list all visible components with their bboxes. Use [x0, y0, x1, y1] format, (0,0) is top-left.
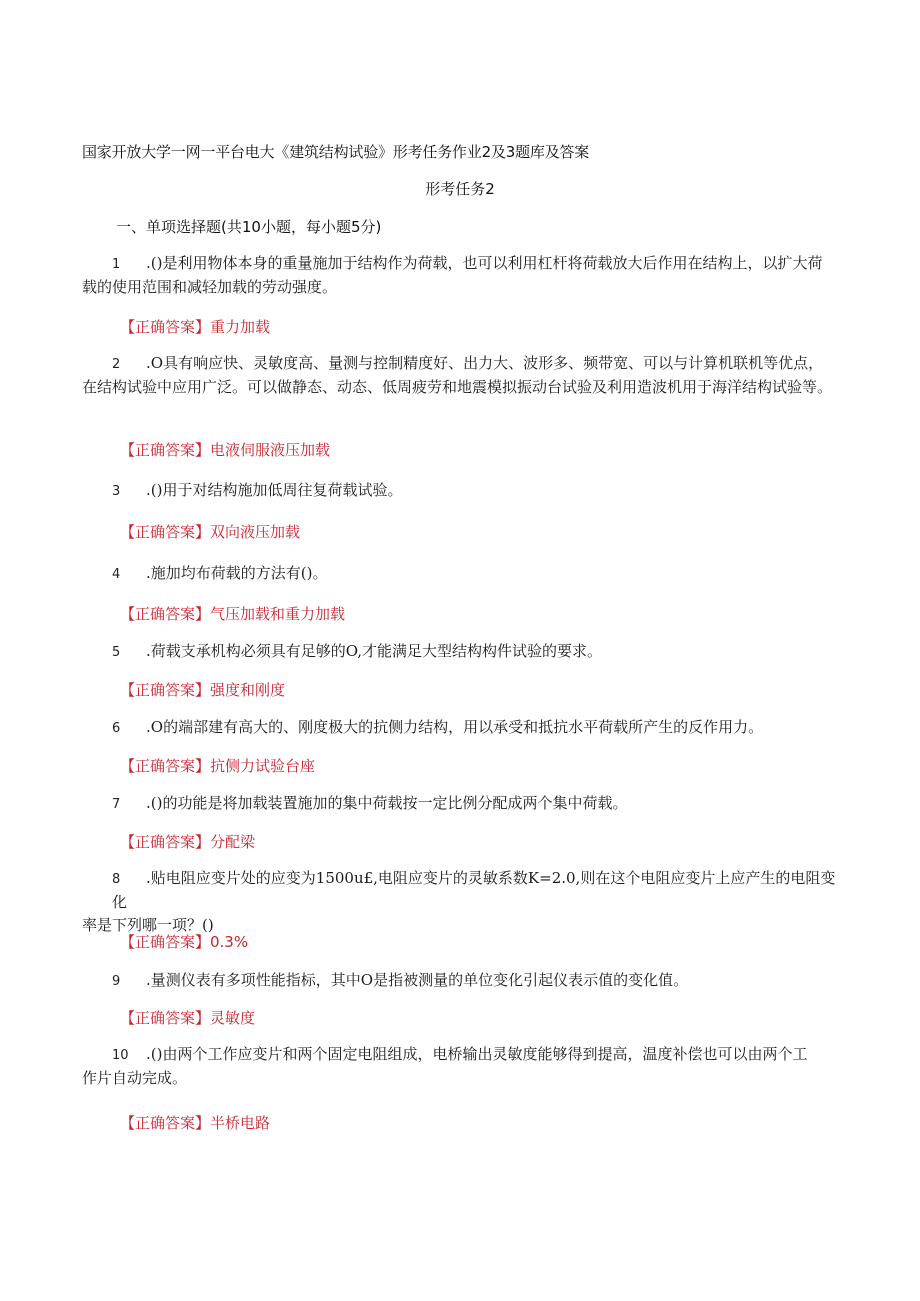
answer-1: 【正确答案】重力加载 — [120, 318, 271, 336]
question-number: 1 — [112, 257, 121, 272]
answer-5: 【正确答案】强度和刚度 — [120, 681, 286, 699]
question-text: .O的端部建有高大的、刚度极大的抗侧力结构，用以承受和抵抗水平荷载所产生的反作用力。 — [146, 718, 764, 736]
question-number: 7 — [112, 797, 121, 812]
question-1 — [82, 252, 842, 299]
question-first-line — [82, 562, 842, 586]
question-text: .荷载支承机构必须具有足够的O,才能满足大型结构构件试验的要求。 — [146, 642, 602, 660]
question-first-line — [82, 479, 842, 503]
question-continuation: 载的使用范围和减轻加载的劳动强度。 — [82, 278, 338, 296]
question-9 — [82, 969, 842, 993]
answer-10: 【正确答案】半桥电路 — [120, 1114, 271, 1132]
question-number: 10 — [112, 1048, 129, 1063]
question-text: .()是利用物体本身的重量施加于结构作为荷载，也可以利用杠杆将荷载放大后作用在结构上，以扩大荷 — [146, 254, 823, 272]
document-title: 国家开放大学一网一平台电大《建筑结构试验》形考任务作业2及3题库及答案 — [82, 143, 590, 161]
question-first-line — [82, 716, 842, 740]
answer-7: 【正确答案】分配梁 — [120, 833, 256, 851]
question-7 — [82, 792, 842, 816]
answer-3: 【正确答案】双向液压加载 — [120, 523, 301, 541]
question-number: 4 — [112, 567, 121, 582]
question-number: 5 — [112, 645, 121, 660]
question-first-line — [82, 640, 842, 664]
question-number: 3 — [112, 484, 121, 499]
question-3 — [82, 479, 842, 503]
question-first-line — [82, 252, 842, 276]
answer-6: 【正确答案】抗侧力试验台座 — [120, 757, 316, 775]
question-6 — [82, 716, 842, 740]
question-text: .施加均布荷载的方法有()。 — [146, 564, 328, 582]
question-first-line — [82, 969, 842, 993]
question-text: .()由两个工作应变片和两个固定电阻组成，电桥输出灵敏度能够得到提高，温度补偿也可以由两个工 — [146, 1045, 808, 1063]
question-first-line — [82, 352, 842, 376]
question-2 — [82, 352, 842, 399]
answer-2: 【正确答案】电液伺服液压加载 — [120, 441, 331, 459]
question-number: 8 — [112, 872, 121, 887]
question-continuation: 率是下列哪一项？() — [82, 916, 214, 934]
question-number: 2 — [112, 357, 121, 372]
question-continuation: 作片自动完成。 — [82, 1069, 188, 1087]
question-10 — [82, 1043, 842, 1090]
question-number: 9 — [112, 974, 121, 989]
answer-9: 【正确答案】灵敏度 — [120, 1009, 256, 1027]
question-number: 6 — [112, 721, 121, 736]
question-first-line — [82, 792, 842, 816]
question-4 — [82, 562, 842, 586]
answer-8: 【正确答案】0.3% — [120, 933, 249, 951]
question-text: .量测仪表有多项性能指标，其中O是指被测量的单位变化引起仪表示值的变化值。 — [146, 971, 689, 989]
question-text: .贴电阻应变片处的应变为1500u£,电阻应变片的灵敏系数K=2.0,则在这个电阻应变片上应产生的电阻变化 — [112, 869, 836, 911]
question-text: .()的功能是将加载装置施加的集中荷载按一定比例分配成两个集中荷载。 — [146, 794, 628, 812]
document-subtitle: 形考任务2 — [425, 180, 495, 198]
question-5 — [82, 640, 842, 664]
question-8 — [82, 867, 842, 937]
question-continuation: 在结构试验中应用广泛。可以做静态、动态、低周疲劳和地震模拟振动台试验及利用造波机用于海洋结构试验等。 — [82, 378, 833, 396]
question-first-line — [82, 867, 842, 914]
question-text: .O具有响应快、灵敏度高、量测与控制精度好、出力大、波形多、频带宽、可以与计算机联机等优点， — [146, 354, 824, 372]
question-text: .()用于对结构施加低周往复荷载试验。 — [146, 481, 403, 499]
section-heading: 一、单项选择题(共10小题，每小题5分) — [116, 218, 382, 236]
question-first-line — [82, 1043, 842, 1067]
answer-4: 【正确答案】气压加载和重力加载 — [120, 605, 346, 623]
